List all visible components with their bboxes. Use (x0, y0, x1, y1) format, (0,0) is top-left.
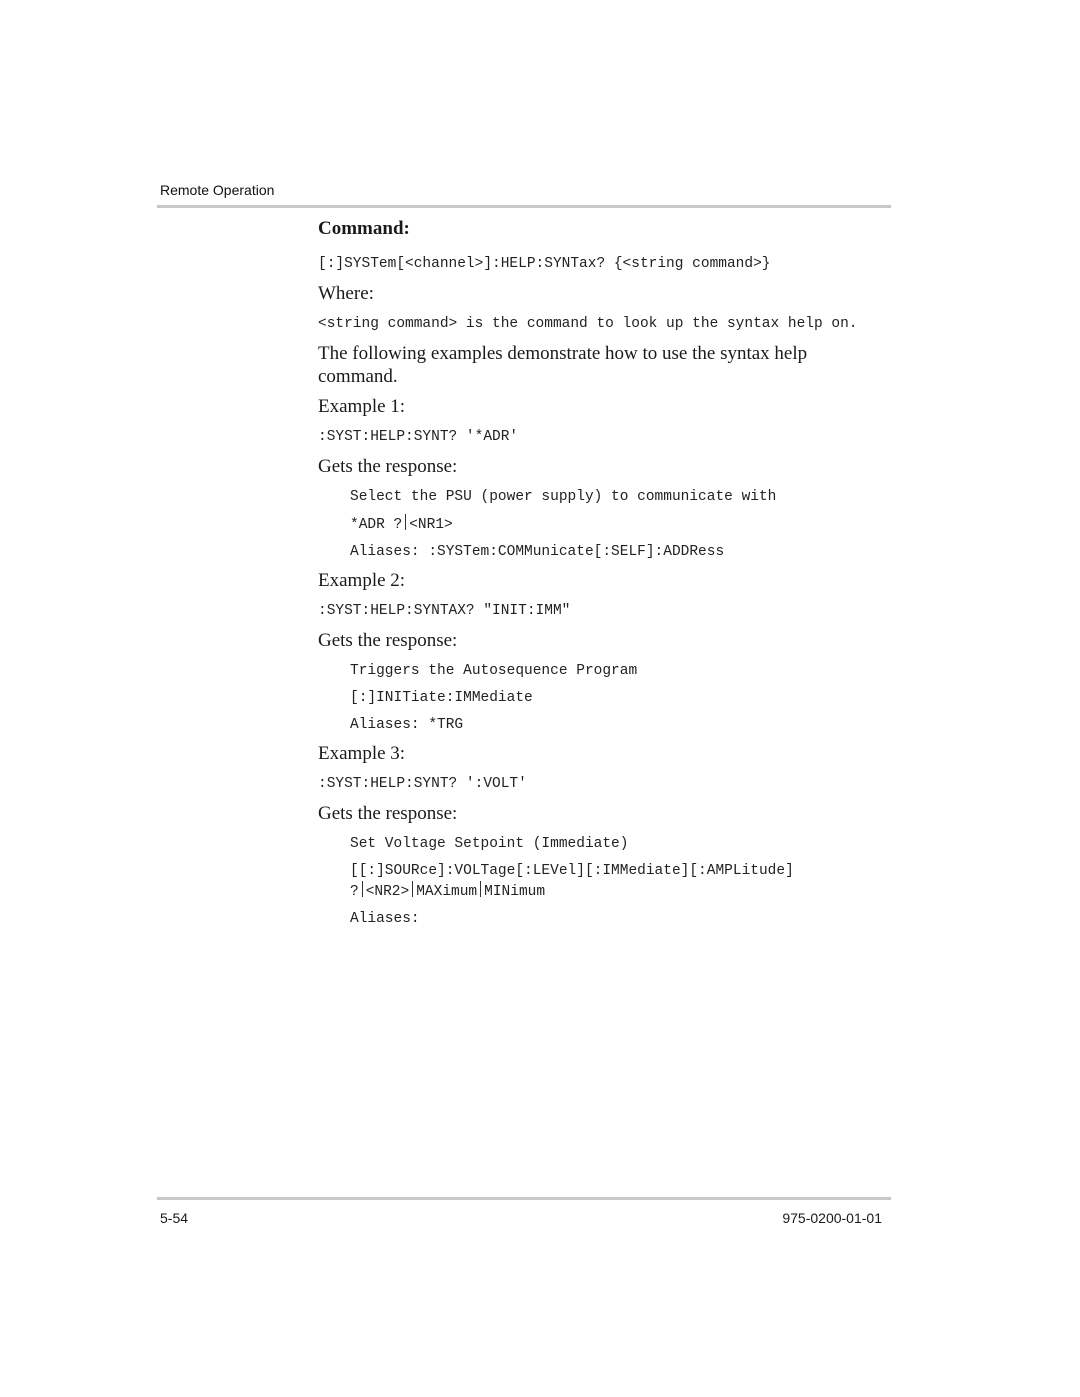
example-1-response-label: Gets the response: (318, 456, 458, 477)
example-2-response-label: Gets the response: (318, 630, 458, 651)
page-content (318, 216, 878, 929)
separator-bar (412, 881, 413, 897)
example-2-label: Example 2: (318, 570, 406, 591)
example-3-syntax-max: MAXimum (416, 884, 478, 900)
example-3-description: Set Voltage Setpoint (Immediate) (350, 836, 629, 852)
intro-text: The following examples demonstrate how to use the syntax help command. (318, 343, 808, 387)
example-3-syntax-query: ? (350, 884, 359, 900)
example-3-syntax-param: <NR2> (365, 884, 410, 900)
example-2-aliases: Aliases: *TRG (350, 717, 464, 733)
header-rule (157, 205, 891, 208)
example-3-query: :SYST:HELP:SYNT? ':VOLT' (318, 776, 527, 792)
example-3-response-label: Gets the response: (318, 803, 458, 824)
footer-rule (157, 1197, 891, 1200)
example-1-syntax (350, 514, 878, 535)
example-3-aliases: Aliases: (350, 911, 420, 927)
example-1-description: Select the PSU (power supply) to communicate with (350, 489, 777, 505)
example-1-syntax-param: <NR1> (409, 517, 453, 533)
separator-bar (480, 881, 481, 897)
example-2-query: :SYST:HELP:SYNTAX? "INIT:IMM" (318, 603, 571, 619)
example-3-syntax-line-1: [[:]SOURce]:VOLTage[:LEVel][:IMMediate][:AMPLitude] (350, 863, 794, 879)
example-2-syntax: [:]INITiate:IMMediate (350, 690, 533, 706)
where-label: Where: (318, 283, 374, 304)
example-2-description: Triggers the Autosequence Program (350, 663, 638, 679)
separator-bar (362, 881, 363, 897)
example-1-label: Example 1: (318, 396, 406, 417)
example-1-syntax-command: *ADR ? (350, 517, 403, 533)
example-1-query: :SYST:HELP:SYNT? '*ADR' (318, 429, 519, 445)
separator-bar (405, 514, 406, 530)
command-heading: Command: (318, 218, 410, 239)
page-number: 5-54 (160, 1210, 189, 1226)
command-syntax: [:]SYSTem[<channel>]:HELP:SYNTax? {<string command>} (318, 256, 771, 272)
example-1-aliases: Aliases: :SYSTem:COMMunicate[:SELF]:ADDRess (350, 544, 725, 560)
example-3-syntax-line-2 (350, 881, 878, 902)
where-text: <string command> is the command to look up the syntax help on. (318, 316, 858, 332)
running-header: Remote Operation (160, 182, 275, 198)
example-3-label: Example 3: (318, 743, 406, 764)
example-3-syntax-min: MINimum (484, 884, 546, 900)
document-number: 975-0200-01-01 (782, 1210, 882, 1226)
